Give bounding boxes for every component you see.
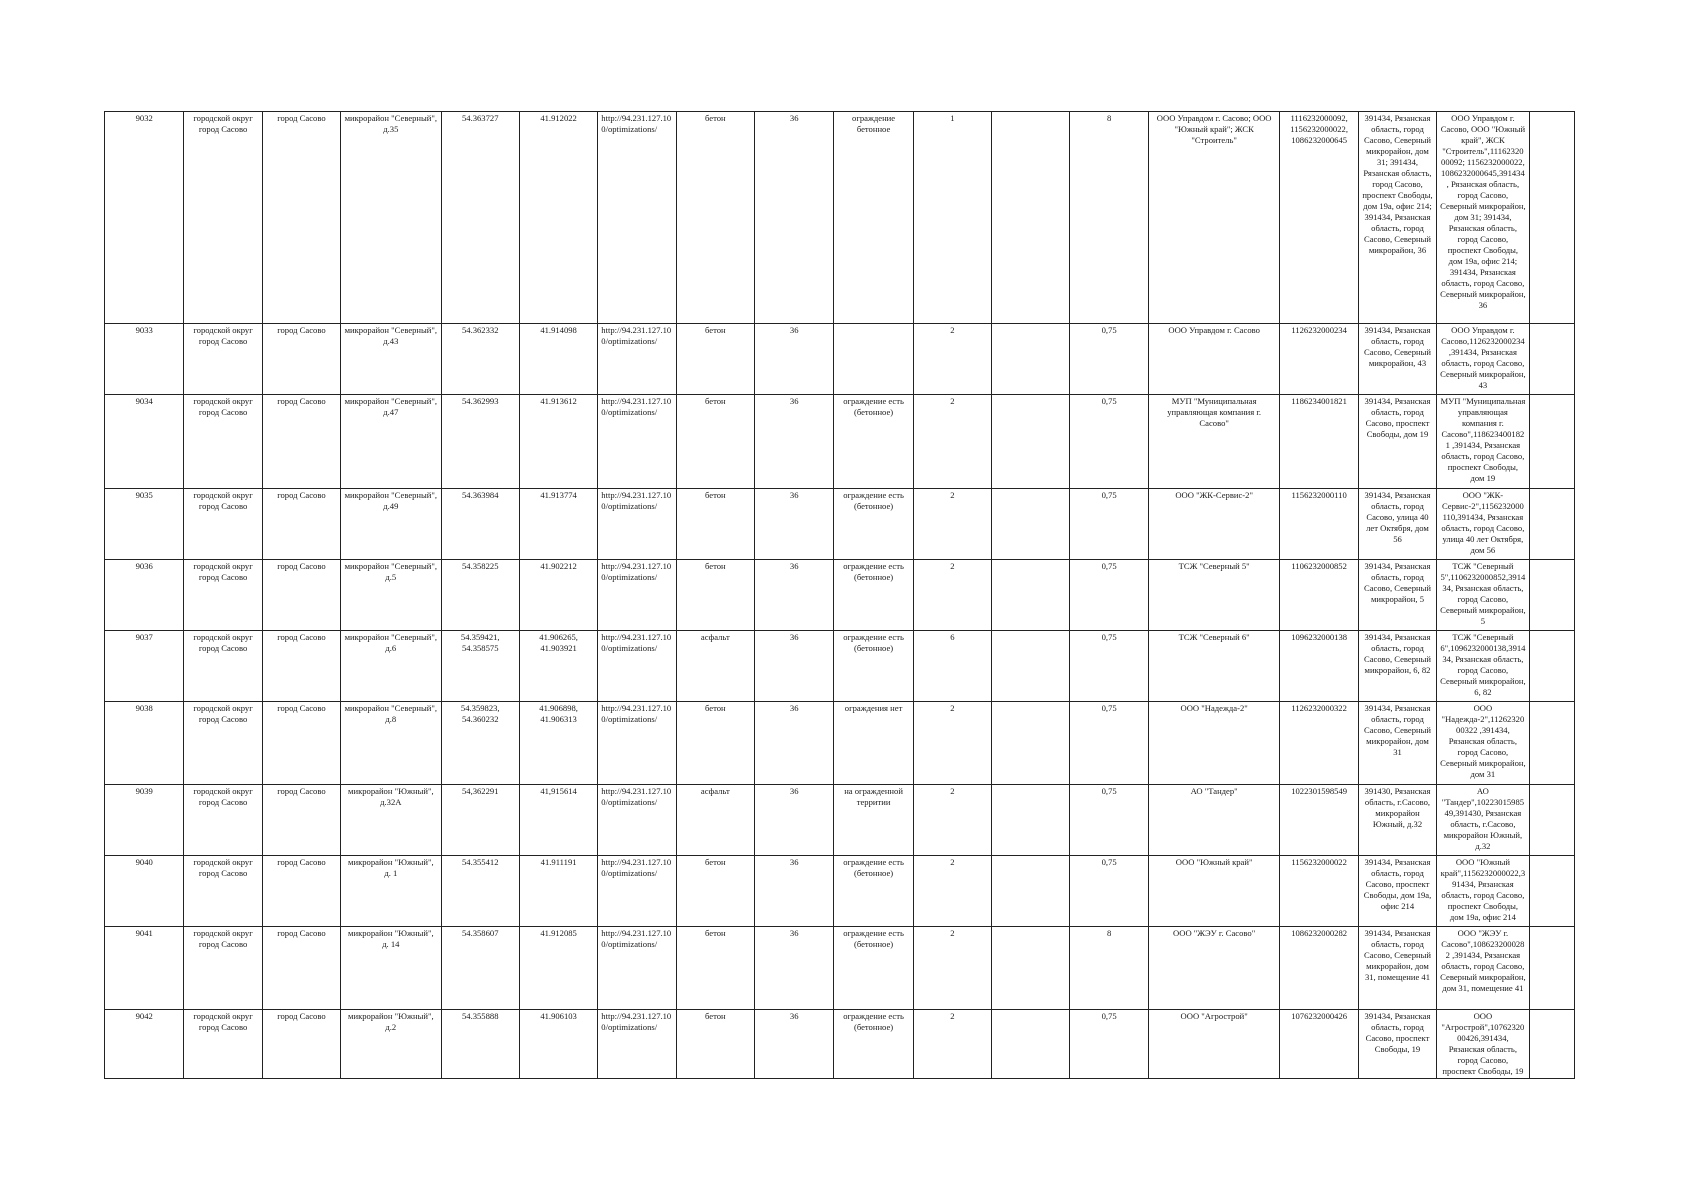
volume-cell: 0,75 xyxy=(1070,395,1148,489)
registry-table xyxy=(104,111,1575,1079)
table-body xyxy=(105,112,1575,1079)
link-cell[interactable]: http://94.231.127.100/optimizations/ xyxy=(598,785,676,856)
empty-cell xyxy=(1529,856,1574,927)
organization-cell: ООО "ЖК-Сервис-2" xyxy=(1148,489,1280,560)
containers-cell: 2 xyxy=(913,395,991,489)
empty-cell xyxy=(1529,631,1574,702)
empty-cell xyxy=(992,702,1070,785)
volume-cell: 8 xyxy=(1070,927,1148,1010)
latitude-cell: 54.363727 xyxy=(441,112,519,324)
org-address-cell: 391434, Рязанская область, город Сасово, проспект Свободы, 19 xyxy=(1358,1010,1436,1079)
link-cell[interactable]: http://94.231.127.100/optimizations/ xyxy=(598,395,676,489)
locality-cell: город Сасово xyxy=(262,856,340,927)
source-info-cell: МУП "Муниципальная управляющая компания г. Сасово",1186234001821 ,391434, Рязанская область, город Сасово, проспект Свободы, дом 19 xyxy=(1437,395,1529,489)
volume-cell: 0,75 xyxy=(1070,631,1148,702)
longitude-cell: 41.912085 xyxy=(519,927,597,1010)
area-cell: 36 xyxy=(755,1010,834,1079)
volume-cell: 0,75 xyxy=(1070,1010,1148,1079)
fence-cell: ограждение есть (бетонное) xyxy=(834,856,913,927)
address-cell: микрорайон "Северный", д.5 xyxy=(341,560,441,631)
id-cell: 9032 xyxy=(105,112,184,324)
surface-cell: бетон xyxy=(676,324,754,395)
locality-cell: город Сасово xyxy=(262,324,340,395)
empty-cell xyxy=(992,856,1070,927)
surface-cell: бетон xyxy=(676,560,754,631)
surface-cell: асфальт xyxy=(676,631,754,702)
id-cell: 9040 xyxy=(105,856,184,927)
surface-cell: бетон xyxy=(676,489,754,560)
source-info-cell: ООО "ЖЭУ г. Сасово",1086232000282 ,391434, Рязанская область, город Сасово, Северный микрорайон, дом 31, помещение 41 xyxy=(1437,927,1529,1010)
locality-cell: город Сасово xyxy=(262,1010,340,1079)
table-row xyxy=(105,489,1575,560)
id-cell: 9033 xyxy=(105,324,184,395)
containers-cell: 2 xyxy=(913,927,991,1010)
source-info-cell: ООО "ЖК-Сервис-2",1156232000110,391434, Рязанская область, город Сасово, улица 40 лет Октября, дом 56 xyxy=(1437,489,1529,560)
link-cell[interactable]: http://94.231.127.100/optimizations/ xyxy=(598,856,676,927)
organization-cell: ТСЖ "Северный 5" xyxy=(1148,560,1280,631)
source-info-cell: ООО "Южный край",1156232000022,391434, Рязанская область, город Сасово, проспект Свободы, дом 19а, офис 214 xyxy=(1437,856,1529,927)
volume-cell: 0,75 xyxy=(1070,324,1148,395)
fence-cell: ограждение есть (бетонное) xyxy=(834,1010,913,1079)
organization-cell: ООО "ЖЭУ г. Сасово" xyxy=(1148,927,1280,1010)
address-cell: микрорайон "Северный", д.49 xyxy=(341,489,441,560)
containers-cell: 1 xyxy=(913,112,991,324)
table-row xyxy=(105,702,1575,785)
volume-cell: 0,75 xyxy=(1070,560,1148,631)
area-cell: 36 xyxy=(755,785,834,856)
district-cell: городской округ город Сасово xyxy=(184,395,262,489)
volume-cell: 8 xyxy=(1070,112,1148,324)
id-cell: 9037 xyxy=(105,631,184,702)
empty-cell xyxy=(1529,395,1574,489)
organization-cell: ООО "Надежда-2" xyxy=(1148,702,1280,785)
longitude-cell: 41.911191 xyxy=(519,856,597,927)
fence-cell: ограждение есть (бетонное) xyxy=(834,927,913,1010)
district-cell: городской округ город Сасово xyxy=(184,702,262,785)
id-cell: 9038 xyxy=(105,702,184,785)
district-cell: городской округ город Сасово xyxy=(184,631,262,702)
locality-cell: город Сасово xyxy=(262,927,340,1010)
longitude-cell: 41,915614 xyxy=(519,785,597,856)
volume-cell: 0,75 xyxy=(1070,489,1148,560)
id-cell: 9034 xyxy=(105,395,184,489)
longitude-cell: 41.914098 xyxy=(519,324,597,395)
locality-cell: город Сасово xyxy=(262,489,340,560)
org-address-cell: 391434, Рязанская область, город Сасово, Северный микрорайон, 43 xyxy=(1358,324,1436,395)
address-cell: микрорайон "Северный", д.6 xyxy=(341,631,441,702)
link-cell[interactable]: http://94.231.127.100/optimizations/ xyxy=(598,112,676,324)
empty-cell xyxy=(992,560,1070,631)
empty-cell xyxy=(1529,560,1574,631)
latitude-cell: 54.358225 xyxy=(441,560,519,631)
empty-cell xyxy=(992,324,1070,395)
empty-cell xyxy=(992,1010,1070,1079)
fence-cell: ограждение есть (бетонное) xyxy=(834,395,913,489)
ogrn-cell: 1126232000234 xyxy=(1280,324,1358,395)
surface-cell: асфальт xyxy=(676,785,754,856)
longitude-cell: 41.906898, 41.906313 xyxy=(519,702,597,785)
link-cell[interactable]: http://94.231.127.100/optimizations/ xyxy=(598,927,676,1010)
ogrn-cell: 1156232000022 xyxy=(1280,856,1358,927)
district-cell: городской округ город Сасово xyxy=(184,324,262,395)
organization-cell: ТСЖ "Северный 6" xyxy=(1148,631,1280,702)
area-cell: 36 xyxy=(755,112,834,324)
containers-cell: 2 xyxy=(913,702,991,785)
fence-cell: ограждение бетонное xyxy=(834,112,913,324)
volume-cell: 0,75 xyxy=(1070,702,1148,785)
table-row xyxy=(105,856,1575,927)
ogrn-cell: 1186234001821 xyxy=(1280,395,1358,489)
longitude-cell: 41.902212 xyxy=(519,560,597,631)
area-cell: 36 xyxy=(755,395,834,489)
id-cell: 9036 xyxy=(105,560,184,631)
org-address-cell: 391434, Рязанская область, город Сасово, проспект Свободы, дом 19 xyxy=(1358,395,1436,489)
district-cell: городской округ город Сасово xyxy=(184,112,262,324)
table-row xyxy=(105,927,1575,1010)
empty-cell xyxy=(992,112,1070,324)
containers-cell: 2 xyxy=(913,785,991,856)
empty-cell xyxy=(992,395,1070,489)
source-info-cell: ТСЖ "Северный 5",1106232000852,391434, Рязанская область, город Сасово, Северный микрорайон, 5 xyxy=(1437,560,1529,631)
surface-cell: бетон xyxy=(676,112,754,324)
org-address-cell: 391434, Рязанская область, город Сасово, Северный микрорайон, дом 31; 391434, Рязанская область, город Сасово, проспект Свободы, дом 19а, офис 214; 391434, Рязанская область, город Сасово, Северный микрорайон, 36 xyxy=(1358,112,1436,324)
area-cell: 36 xyxy=(755,927,834,1010)
id-cell: 9041 xyxy=(105,927,184,1010)
link-cell[interactable]: http://94.231.127.100/optimizations/ xyxy=(598,489,676,560)
district-cell: городской округ город Сасово xyxy=(184,927,262,1010)
empty-cell xyxy=(1529,702,1574,785)
table-row xyxy=(105,395,1575,489)
latitude-cell: 54.359823, 54.360232 xyxy=(441,702,519,785)
surface-cell: бетон xyxy=(676,856,754,927)
table-row xyxy=(105,560,1575,631)
district-cell: городской округ город Сасово xyxy=(184,856,262,927)
address-cell: микрорайон "Северный", д.8 xyxy=(341,702,441,785)
area-cell: 36 xyxy=(755,856,834,927)
area-cell: 36 xyxy=(755,489,834,560)
link-cell[interactable]: http://94.231.127.100/optimizations/ xyxy=(598,1010,676,1079)
surface-cell: бетон xyxy=(676,702,754,785)
latitude-cell: 54.359421, 54.358575 xyxy=(441,631,519,702)
empty-cell xyxy=(992,489,1070,560)
address-cell: микрорайон "Южный", д.32А xyxy=(341,785,441,856)
source-info-cell: ООО Управдом г. Сасово, ООО "Южный край", ЖСК "Строитель",1116232000092; 1156232000022, 1086232000645,391434, Рязанская область, город Сасово, Северный микрорайон, дом 31; 391434, Рязанская область, город Сасово, проспект Свободы, дом 19а, офис 214; 391434, Рязанская область, город Сасово, Северный микрорайон, 36 xyxy=(1437,112,1529,324)
ogrn-cell: 1116232000092, 1156232000022, 1086232000645 xyxy=(1280,112,1358,324)
table-row xyxy=(105,324,1575,395)
empty-cell xyxy=(992,631,1070,702)
source-info-cell: ТСЖ "Северный 6",1096232000138,391434, Рязанская область, город Сасово, Северный микрорайон, 6, 82 xyxy=(1437,631,1529,702)
containers-cell: 2 xyxy=(913,489,991,560)
fence-cell: ограждение есть (бетонное) xyxy=(834,560,913,631)
source-info-cell: ООО "Надежда-2",1126232000322 ,391434, Рязанская область, город Сасово, Северный микрорайон, дом 31 xyxy=(1437,702,1529,785)
latitude-cell: 54.355888 xyxy=(441,1010,519,1079)
longitude-cell: 41.913612 xyxy=(519,395,597,489)
empty-cell xyxy=(992,927,1070,1010)
ogrn-cell: 1096232000138 xyxy=(1280,631,1358,702)
address-cell: микрорайон "Северный", д.47 xyxy=(341,395,441,489)
latitude-cell: 54.362332 xyxy=(441,324,519,395)
org-address-cell: 391434, Рязанская область, город Сасово, Северный микрорайон, 6, 82 xyxy=(1358,631,1436,702)
empty-cell xyxy=(1529,927,1574,1010)
table-row xyxy=(105,112,1575,324)
organization-cell: ООО Управдом г. Сасово; ООО "Южный край"; ЖСК "Строитель" xyxy=(1148,112,1280,324)
table-row xyxy=(105,1010,1575,1079)
surface-cell: бетон xyxy=(676,395,754,489)
address-cell: микрорайон "Южный", д. 14 xyxy=(341,927,441,1010)
ogrn-cell: 1106232000852 xyxy=(1280,560,1358,631)
area-cell: 36 xyxy=(755,631,834,702)
district-cell: городской округ город Сасово xyxy=(184,489,262,560)
fence-cell: на огражденной территии xyxy=(834,785,913,856)
source-info-cell: ООО "Агрострой",1076232000426,391434, Рязанская область, город Сасово, проспект Свободы, 19 xyxy=(1437,1010,1529,1079)
org-address-cell: 391434, Рязанская область, город Сасово, улица 40 лет Октября, дом 56 xyxy=(1358,489,1436,560)
volume-cell: 0,75 xyxy=(1070,856,1148,927)
org-address-cell: 391434, Рязанская область, город Сасово, Северный микрорайон, дом 31 xyxy=(1358,702,1436,785)
locality-cell: город Сасово xyxy=(262,560,340,631)
latitude-cell: 54,362291 xyxy=(441,785,519,856)
longitude-cell: 41.912022 xyxy=(519,112,597,324)
organization-cell: ООО Управдом г. Сасово xyxy=(1148,324,1280,395)
empty-cell xyxy=(992,785,1070,856)
locality-cell: город Сасово xyxy=(262,631,340,702)
table-row xyxy=(105,631,1575,702)
org-address-cell: 391434, Рязанская область, город Сасово, проспект Свободы, дом 19а, офис 214 xyxy=(1358,856,1436,927)
volume-cell: 0,75 xyxy=(1070,785,1148,856)
organization-cell: МУП "Муниципальная управляющая компания г. Сасово" xyxy=(1148,395,1280,489)
latitude-cell: 54.363984 xyxy=(441,489,519,560)
source-info-cell: ООО Управдом г. Сасово,1126232000234,391434, Рязанская область, город Сасово, Северный микрорайон, 43 xyxy=(1437,324,1529,395)
empty-cell xyxy=(1529,489,1574,560)
link-cell[interactable]: http://94.231.127.100/optimizations/ xyxy=(598,702,676,785)
fence-cell: ограждения нет xyxy=(834,702,913,785)
id-cell: 9035 xyxy=(105,489,184,560)
organization-cell: АО "Тандер" xyxy=(1148,785,1280,856)
containers-cell: 2 xyxy=(913,1010,991,1079)
id-cell: 9042 xyxy=(105,1010,184,1079)
ogrn-cell: 1086232000282 xyxy=(1280,927,1358,1010)
empty-cell xyxy=(1529,112,1574,324)
longitude-cell: 41.913774 xyxy=(519,489,597,560)
org-address-cell: 391434, Рязанская область, город Сасово, Северный микрорайон, дом 31, помещение 41 xyxy=(1358,927,1436,1010)
locality-cell: город Сасово xyxy=(262,395,340,489)
address-cell: микрорайон "Южный", д. 1 xyxy=(341,856,441,927)
containers-cell: 2 xyxy=(913,560,991,631)
ogrn-cell: 1156232000110 xyxy=(1280,489,1358,560)
organization-cell: ООО "Южный край" xyxy=(1148,856,1280,927)
locality-cell: город Сасово xyxy=(262,785,340,856)
empty-cell xyxy=(1529,785,1574,856)
containers-cell: 2 xyxy=(913,856,991,927)
ogrn-cell: 1022301598549 xyxy=(1280,785,1358,856)
district-cell: городской округ город Сасово xyxy=(184,1010,262,1079)
address-cell: микрорайон "Южный", д.2 xyxy=(341,1010,441,1079)
longitude-cell: 41.906103 xyxy=(519,1010,597,1079)
area-cell: 36 xyxy=(755,324,834,395)
latitude-cell: 54.355412 xyxy=(441,856,519,927)
locality-cell: город Сасово xyxy=(262,112,340,324)
empty-cell xyxy=(1529,1010,1574,1079)
id-cell: 9039 xyxy=(105,785,184,856)
ogrn-cell: 1076232000426 xyxy=(1280,1010,1358,1079)
org-address-cell: 391430, Рязанская область, г.Сасово, микрорайон Южный, д.32 xyxy=(1358,785,1436,856)
fence-cell: ограждение есть (бетонное) xyxy=(834,489,913,560)
area-cell: 36 xyxy=(755,560,834,631)
surface-cell: бетон xyxy=(676,1010,754,1079)
empty-cell xyxy=(1529,324,1574,395)
longitude-cell: 41.906265, 41.903921 xyxy=(519,631,597,702)
containers-cell: 2 xyxy=(913,324,991,395)
link-cell[interactable]: http://94.231.127.100/optimizations/ xyxy=(598,324,676,395)
address-cell: микрорайон "Северный", д.35 xyxy=(341,112,441,324)
table-row xyxy=(105,785,1575,856)
organization-cell: ООО "Агрострой" xyxy=(1148,1010,1280,1079)
org-address-cell: 391434, Рязанская область, город Сасово, Северный микрорайон, 5 xyxy=(1358,560,1436,631)
district-cell: городской округ город Сасово xyxy=(184,785,262,856)
source-info-cell: АО "Тандер",1022301598549,391430, Рязанская область, г.Сасово, микрорайон Южный, д.32 xyxy=(1437,785,1529,856)
containers-cell: 6 xyxy=(913,631,991,702)
locality-cell: город Сасово xyxy=(262,702,340,785)
link-cell[interactable]: http://94.231.127.100/optimizations/ xyxy=(598,560,676,631)
area-cell: 36 xyxy=(755,702,834,785)
fence-cell: ограждение есть (бетонное) xyxy=(834,631,913,702)
link-cell[interactable]: http://94.231.127.100/optimizations/ xyxy=(598,631,676,702)
surface-cell: бетон xyxy=(676,927,754,1010)
ogrn-cell: 1126232000322 xyxy=(1280,702,1358,785)
latitude-cell: 54.358607 xyxy=(441,927,519,1010)
district-cell: городской округ город Сасово xyxy=(184,560,262,631)
latitude-cell: 54.362993 xyxy=(441,395,519,489)
fence-cell xyxy=(834,324,913,395)
address-cell: микрорайон "Северный", д.43 xyxy=(341,324,441,395)
